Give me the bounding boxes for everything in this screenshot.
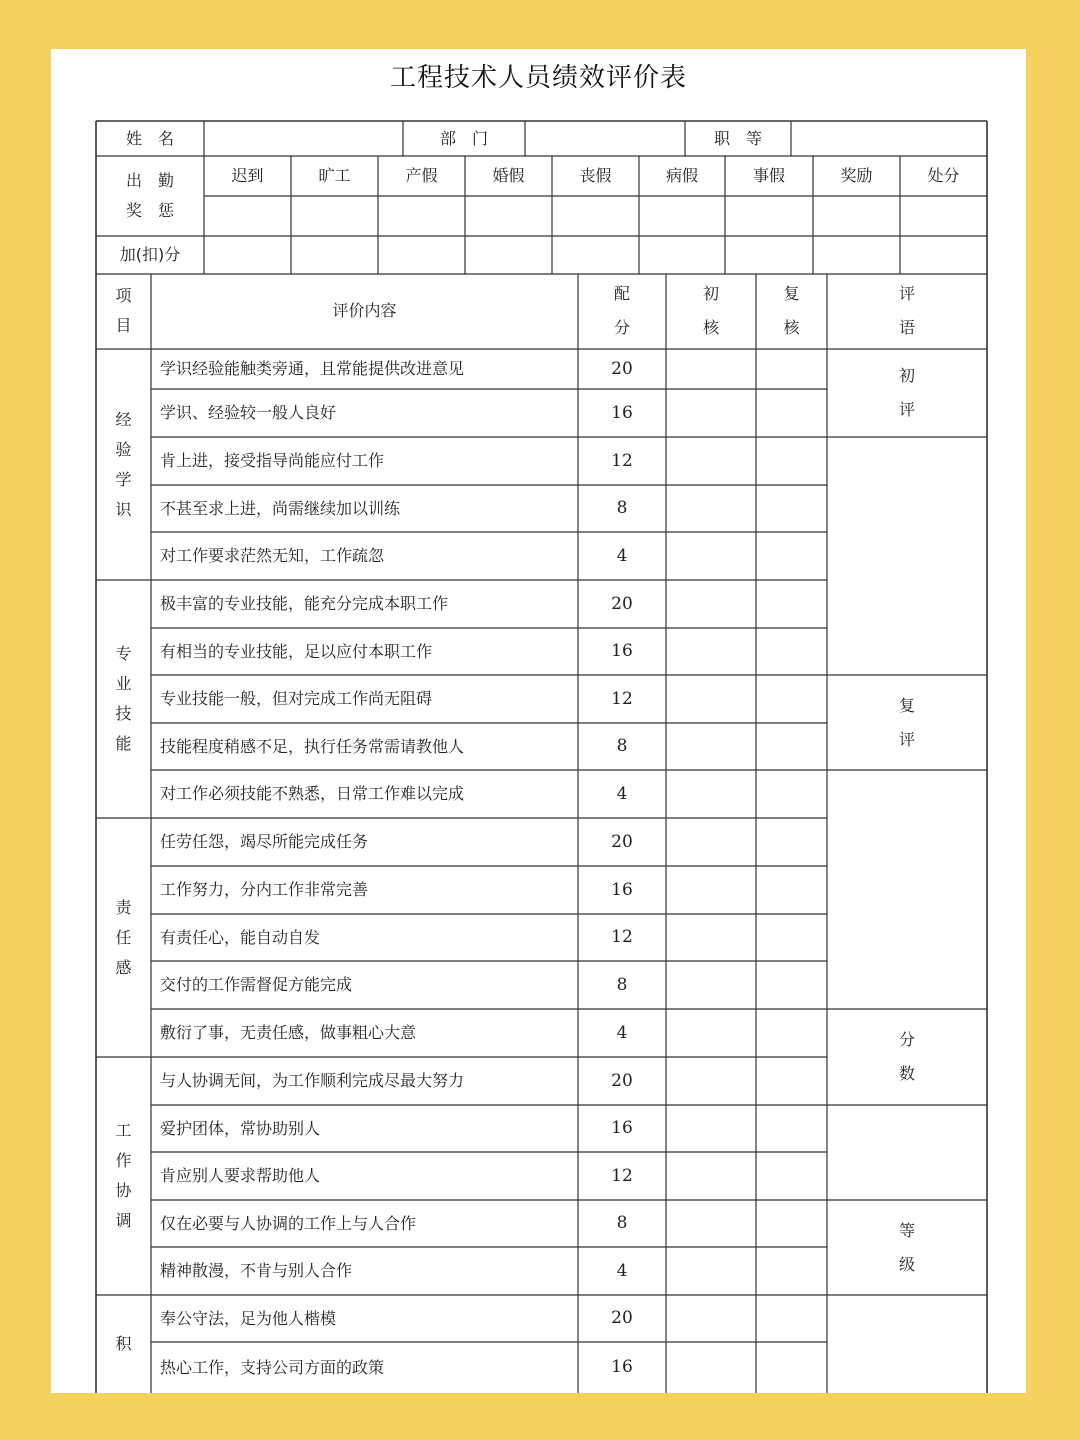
item-header-1: 项 (115, 286, 132, 305)
criterion-text: 有责任心，能自动自发 (160, 927, 321, 947)
first-check-field[interactable] (666, 580, 756, 628)
adjust-value-field[interactable] (378, 236, 465, 274)
score-header-1: 配 (613, 284, 630, 303)
criterion-text: 对工作必须技能不熟悉，日常工作难以完成 (160, 784, 465, 803)
adjust-value-field[interactable] (465, 236, 552, 274)
adjust-value-field[interactable] (204, 236, 291, 274)
attendance-value-field[interactable] (552, 196, 639, 236)
second-check-field[interactable] (756, 1057, 827, 1105)
criterion-text: 肯上进，接受指导尚能应付工作 (160, 451, 385, 470)
criterion-score: 20 (611, 831, 633, 852)
attendance-col-label: 丧假 (579, 166, 612, 185)
section-label-char: 能 (115, 734, 132, 753)
section-label-char: 协 (115, 1181, 132, 1200)
second-check-field[interactable] (756, 628, 827, 675)
attendance-col-label: 产假 (405, 166, 438, 185)
criterion-score: 12 (611, 927, 633, 947)
dept-label: 部 门 (439, 128, 488, 148)
comment-header-2: 语 (898, 318, 915, 337)
second-check-field[interactable] (756, 961, 827, 1009)
second-check-field[interactable] (756, 580, 827, 628)
attendance-value-field[interactable] (813, 196, 900, 236)
attendance-value-field[interactable] (725, 196, 813, 236)
attendance-col-label: 婚假 (492, 166, 525, 185)
criterion-text: 工作努力，分内工作非常完善 (160, 880, 369, 899)
section-label-char: 感 (115, 957, 132, 977)
comment-header-1: 评 (898, 284, 915, 303)
criterion-text: 交付的工作需督促方能完成 (160, 975, 353, 994)
first-check-field[interactable] (666, 349, 756, 389)
second-check-field[interactable] (756, 818, 827, 866)
re-review-label-1: 复 (898, 695, 915, 715)
attendance-label (96, 156, 204, 236)
name-label: 姓 名 (125, 128, 174, 148)
attendance-value-field[interactable] (900, 196, 987, 236)
second-check-field[interactable] (756, 1200, 827, 1247)
section-label-char: 调 (115, 1211, 132, 1230)
first-check-field[interactable] (666, 1057, 756, 1105)
section-label-char: 学 (115, 469, 132, 489)
criterion-score: 4 (616, 545, 628, 566)
content-header: 评价内容 (332, 301, 397, 320)
section-label-char: 业 (115, 674, 132, 693)
attendance-col-label: 病假 (665, 166, 698, 185)
section-label-char: 责 (115, 897, 132, 917)
criterion-text: 任劳任怨，竭尽所能完成任务 (160, 832, 369, 851)
first-check-field[interactable] (666, 818, 756, 866)
second-check-field[interactable] (756, 485, 827, 532)
initial-review-label-1: 初 (898, 366, 915, 385)
first-check-field[interactable] (666, 1295, 756, 1342)
score-header (578, 274, 666, 348)
re-review-label (827, 675, 987, 770)
first-check-header (666, 274, 756, 348)
first-check-field[interactable] (666, 1009, 756, 1057)
criterion-text: 学识经验能触类旁通，且常能提供改进意见 (160, 359, 465, 378)
grade-label (827, 1200, 987, 1295)
section-label (96, 1057, 151, 1295)
attendance-col-label: 迟到 (231, 166, 264, 185)
second-check-field[interactable] (756, 866, 827, 914)
criterion-text: 学识、经验较一般人良好 (160, 403, 337, 422)
criterion-score: 12 (611, 688, 633, 709)
section-label-char: 技 (115, 704, 132, 723)
criterion-score: 12 (611, 450, 633, 471)
second-check-header (756, 274, 827, 348)
attendance-col-label: 事假 (752, 166, 785, 185)
attendance-col-label: 奖励 (840, 166, 873, 185)
criterion-score: 8 (616, 736, 628, 756)
item-header (96, 274, 151, 348)
criterion-text: 不甚至求上进，尚需继续加以训练 (160, 498, 401, 518)
first-check-field[interactable] (666, 723, 756, 770)
first-check-field[interactable] (666, 675, 756, 723)
criterion-score: 16 (611, 402, 633, 423)
criterion-score: 16 (611, 641, 633, 661)
item-header-2: 目 (115, 316, 132, 335)
first-check-field[interactable] (666, 1247, 756, 1295)
dept-field[interactable] (525, 121, 685, 156)
criterion-score: 12 (611, 1165, 633, 1186)
adjust-label: 加(扣)分 (119, 245, 181, 264)
first-check-field[interactable] (666, 1105, 756, 1152)
attendance-col-label: 处分 (927, 166, 960, 185)
criterion-score: 8 (616, 1213, 628, 1233)
section-label-char: 识 (115, 499, 132, 519)
second-check-field[interactable] (756, 1152, 827, 1200)
section-label-char: 积 (115, 1334, 132, 1353)
criterion-text: 肯应别人要求帮助他人 (160, 1166, 321, 1185)
criterion-score: 16 (611, 879, 633, 900)
criterion-score: 20 (611, 1070, 633, 1091)
attendance-value-field[interactable] (465, 196, 552, 236)
second-check-field[interactable] (756, 349, 827, 389)
first-check-field[interactable] (666, 1342, 756, 1393)
criterion-text: 专业技能一般，但对完成工作尚无阻碍 (160, 689, 433, 708)
second-check-field[interactable] (756, 437, 827, 485)
second-check-field[interactable] (756, 1247, 827, 1295)
criterion-score: 8 (616, 498, 628, 518)
adjust-value-field[interactable] (291, 236, 378, 274)
first-check-field[interactable] (666, 485, 756, 532)
first-check-field[interactable] (666, 961, 756, 1009)
criterion-text: 与人协调无间，为工作顺利完成尽最大努力 (160, 1071, 465, 1090)
first-check-field[interactable] (666, 770, 756, 818)
second-check-field[interactable] (756, 1105, 827, 1152)
section-label-char: 任 (115, 927, 132, 947)
adjust-value-field[interactable] (813, 236, 900, 274)
criterion-text: 敷衍了事，无责任感，做事粗心大意 (160, 1023, 417, 1042)
section-label-char: 作 (115, 1151, 132, 1170)
criterion-text: 爱护团体，常协助别人 (160, 1118, 321, 1138)
section-label (96, 1295, 151, 1393)
first-check-field[interactable] (666, 628, 756, 675)
criterion-text: 技能程度稍感不足，执行任务常需请教他人 (160, 736, 465, 756)
second-check-field[interactable] (756, 723, 827, 770)
second-check-field[interactable] (756, 914, 827, 961)
initial-review-label (827, 349, 987, 437)
criterion-text: 仅在必要与人协调的工作上与人合作 (160, 1213, 417, 1233)
criterion-score: 20 (611, 1308, 633, 1328)
first-check-field[interactable] (666, 389, 756, 437)
criterion-text: 对工作要求茫然无知，工作疏忽 (160, 546, 385, 565)
section-label-char: 验 (115, 439, 132, 459)
grade-label-2: 级 (898, 1254, 915, 1274)
initial-review-label-2: 评 (898, 400, 915, 419)
first-check-field[interactable] (666, 532, 756, 580)
attendance-label-line2: 奖 惩 (125, 201, 174, 220)
page-title: 工程技术人员绩效评价表 (389, 63, 687, 93)
first-check-field[interactable] (666, 866, 756, 914)
second-check-field[interactable] (756, 1295, 827, 1342)
first-check-field[interactable] (666, 1200, 756, 1247)
section-label (96, 580, 151, 818)
attendance-value-field[interactable] (204, 196, 291, 236)
evaluation-sheet (51, 49, 1026, 1393)
criterion-score: 20 (611, 358, 633, 379)
re-review-label-2: 评 (898, 729, 915, 749)
section-label (96, 818, 151, 1057)
name-field[interactable] (204, 121, 403, 156)
attendance-value-field[interactable] (291, 196, 378, 236)
second-check-field[interactable] (756, 770, 827, 818)
rank-label: 职 等 (713, 128, 762, 148)
comment-header (827, 274, 987, 348)
criterion-score: 20 (611, 593, 633, 614)
first-check-field[interactable] (666, 437, 756, 485)
attendance-label-line1: 出 勤 (125, 171, 174, 190)
attendance-value-field[interactable] (378, 196, 465, 236)
second-check-field[interactable] (756, 1009, 827, 1057)
first-check-header-2: 核 (702, 318, 719, 337)
attendance-col-label: 旷工 (318, 166, 351, 185)
second-check-field[interactable] (756, 389, 827, 437)
adjust-value-field[interactable] (639, 236, 725, 274)
section-label-char: 经 (115, 409, 132, 429)
criterion-text: 精神散漫，不肯与别人合作 (160, 1261, 353, 1280)
first-check-field[interactable] (666, 914, 756, 961)
second-check-header-2: 核 (783, 318, 800, 337)
criterion-text: 热心工作，支持公司方面的政策 (160, 1357, 385, 1377)
second-check-field[interactable] (756, 532, 827, 580)
section-label-char: 专 (115, 644, 132, 663)
criterion-score: 4 (616, 783, 628, 804)
criterion-score: 16 (611, 1357, 633, 1377)
attendance-value-field[interactable] (639, 196, 725, 236)
adjust-value-field[interactable] (725, 236, 813, 274)
rank-field[interactable] (791, 121, 987, 156)
second-check-field[interactable] (756, 675, 827, 723)
criterion-score: 8 (616, 974, 628, 995)
grade-label-1: 等 (898, 1220, 915, 1240)
score-label (827, 1009, 987, 1105)
adjust-value-field[interactable] (900, 236, 987, 274)
criterion-text: 奉公守法，足为他人楷模 (160, 1308, 337, 1328)
second-check-header-1: 复 (783, 284, 800, 303)
criterion-text: 极丰富的专业技能，能充分完成本职工作 (160, 594, 449, 613)
criterion-score: 4 (616, 1260, 628, 1281)
first-check-field[interactable] (666, 1152, 756, 1200)
criterion-score: 4 (616, 1022, 628, 1043)
section-label (96, 349, 151, 580)
score-header-2: 分 (613, 318, 630, 337)
section-label-char: 工 (115, 1121, 132, 1140)
first-check-header-1: 初 (702, 284, 719, 303)
score-label-1: 分 (898, 1030, 915, 1049)
score-label-2: 数 (898, 1064, 915, 1083)
second-check-field[interactable] (756, 1342, 827, 1393)
criterion-score: 16 (611, 1118, 633, 1138)
adjust-value-field[interactable] (552, 236, 639, 274)
criterion-text: 有相当的专业技能，足以应付本职工作 (160, 641, 433, 661)
